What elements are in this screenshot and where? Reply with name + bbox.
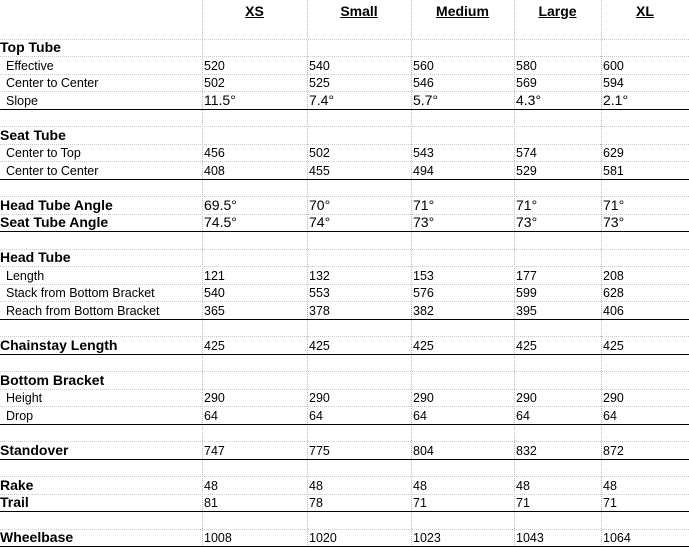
value-cell: 78: [309, 496, 323, 510]
column-header: [411, 0, 514, 22]
value-cell: 64: [603, 408, 617, 423]
value-cell: 560: [413, 58, 434, 73]
value-cell: 395: [516, 303, 537, 318]
value-cell: 1023: [413, 531, 441, 545]
value-cell: 804: [413, 443, 434, 458]
value-cell: 569: [516, 76, 537, 90]
value-cell: 121: [204, 268, 225, 283]
section-label: Bottom Bracket: [0, 372, 105, 388]
row-label: Length: [6, 268, 45, 283]
column-header-label: Medium: [436, 3, 489, 19]
table-row: [0, 477, 689, 495]
table-row: [0, 407, 689, 425]
table-row: [0, 145, 689, 163]
value-cell: 74.5°: [204, 214, 237, 230]
column-header-label: XS: [245, 3, 264, 19]
spacer-row: [0, 425, 689, 443]
value-cell: 71: [603, 496, 617, 510]
column-header: [202, 0, 307, 22]
value-cell: 290: [413, 391, 434, 405]
value-cell: 290: [204, 391, 225, 405]
value-cell: 208: [603, 268, 624, 283]
value-cell: 71: [516, 496, 530, 510]
spacer-row: [0, 22, 689, 40]
value-cell: 576: [413, 286, 434, 300]
value-cell: 73°: [603, 214, 625, 230]
column-header-label: XL: [636, 3, 654, 19]
column-header: [514, 0, 601, 22]
table-row: [0, 372, 689, 390]
section-label: Head Tube Angle: [0, 197, 113, 213]
value-cell: 872: [603, 443, 624, 458]
column-header-label: Large: [538, 3, 577, 19]
table-row: [0, 495, 689, 513]
row-label: Center to Center: [6, 76, 99, 90]
value-cell: 1064: [603, 531, 631, 545]
value-cell: 73°: [413, 214, 435, 230]
value-cell: 378: [309, 303, 330, 318]
value-cell: 425: [516, 338, 537, 353]
value-cell: 48: [516, 478, 530, 493]
value-cell: 132: [309, 268, 330, 283]
value-cell: 529: [516, 163, 537, 178]
table-row: [0, 250, 689, 268]
value-cell: 546: [413, 76, 434, 90]
column-header: [601, 0, 689, 22]
value-cell: 153: [413, 268, 434, 283]
value-cell: 74°: [309, 214, 331, 230]
row-label: Slope: [6, 93, 38, 108]
column-header: [307, 0, 411, 22]
value-cell: 600: [603, 58, 624, 73]
spacer-row: [0, 460, 689, 478]
value-cell: 574: [516, 146, 537, 160]
section-label: Standover: [0, 442, 69, 458]
table-row: [0, 442, 689, 460]
value-cell: 594: [603, 76, 624, 90]
section-label: Wheelbase: [0, 529, 74, 545]
value-cell: 73°: [516, 214, 538, 230]
table-row: [0, 215, 689, 233]
spacer-row: [0, 232, 689, 250]
value-cell: 382: [413, 303, 434, 318]
table-row: [0, 197, 689, 215]
value-cell: 5.7°: [413, 92, 439, 108]
section-label: Trail: [0, 494, 29, 510]
spacer-row: [0, 355, 689, 373]
value-cell: 365: [204, 303, 225, 318]
spacer-row: [0, 180, 689, 198]
table-row: [0, 530, 689, 547]
value-cell: 48: [603, 478, 617, 493]
value-cell: 543: [413, 146, 434, 160]
value-cell: 290: [309, 391, 330, 405]
row-label: Effective: [6, 58, 54, 73]
value-cell: 4.3°: [516, 92, 542, 108]
value-cell: 64: [516, 408, 530, 423]
spacer-row: [0, 110, 689, 128]
row-label: Reach from Bottom Bracket: [6, 303, 160, 318]
value-cell: 64: [413, 408, 427, 423]
value-cell: 11.5°: [204, 92, 236, 108]
value-cell: 425: [413, 338, 434, 353]
value-cell: 553: [309, 286, 330, 300]
value-cell: 425: [204, 338, 225, 353]
value-cell: 581: [603, 163, 624, 178]
value-cell: 425: [603, 338, 624, 353]
value-cell: 502: [309, 146, 330, 160]
table-row: [0, 337, 689, 355]
value-cell: 71: [413, 496, 427, 510]
value-cell: 71°: [516, 197, 538, 213]
table-row: [0, 285, 689, 303]
value-cell: 64: [309, 408, 323, 423]
value-cell: 64: [204, 408, 218, 423]
value-cell: 540: [309, 58, 330, 73]
value-cell: 599: [516, 286, 537, 300]
section-label: Chainstay Length: [0, 337, 118, 353]
value-cell: 7.4°: [309, 92, 335, 108]
value-cell: 48: [204, 478, 218, 493]
value-cell: 2.1°: [603, 92, 629, 108]
row-label: Stack from Bottom Bracket: [6, 286, 155, 300]
table-row: [0, 267, 689, 285]
value-cell: 406: [603, 303, 624, 318]
value-cell: 69.5°: [204, 197, 237, 213]
section-label: Head Tube: [0, 249, 71, 265]
row-label: Center to Top: [6, 146, 81, 160]
value-cell: 71°: [413, 197, 435, 213]
spacer-row: [0, 512, 689, 530]
section-label: Seat Tube Angle: [0, 214, 109, 230]
value-cell: 1008: [204, 531, 232, 545]
row-label: Drop: [6, 408, 34, 423]
value-cell: 177: [516, 268, 537, 283]
value-cell: 1020: [309, 531, 337, 545]
table-row: [0, 75, 689, 93]
value-cell: 747: [204, 443, 225, 458]
column-header-label: Small: [340, 3, 378, 19]
value-cell: 71°: [603, 197, 625, 213]
value-cell: 408: [204, 163, 225, 178]
value-cell: 48: [413, 478, 427, 493]
value-cell: 629: [603, 146, 624, 160]
value-cell: 81: [204, 496, 218, 510]
value-cell: 425: [309, 338, 330, 353]
value-cell: 70°: [309, 197, 331, 213]
row-label: Center to Center: [6, 163, 99, 178]
value-cell: 628: [603, 286, 624, 300]
value-cell: 494: [413, 163, 434, 178]
value-cell: 290: [516, 391, 537, 405]
value-cell: 1043: [516, 531, 544, 545]
section-label: Seat Tube: [0, 127, 66, 143]
table-row: [0, 302, 689, 320]
row-label: Height: [6, 391, 43, 405]
spacer-row: [0, 320, 689, 338]
value-cell: 520: [204, 58, 225, 73]
table-row: [0, 127, 689, 145]
section-label: Top Tube: [0, 39, 61, 55]
value-cell: 525: [309, 76, 330, 90]
value-cell: 290: [603, 391, 624, 405]
value-cell: 502: [204, 76, 225, 90]
section-label: Rake: [0, 477, 34, 493]
table-row: [0, 390, 689, 408]
value-cell: 832: [516, 443, 537, 458]
value-cell: 540: [204, 286, 225, 300]
value-cell: 775: [309, 443, 330, 458]
table-row: [0, 162, 689, 180]
table-row: [0, 92, 689, 110]
value-cell: 48: [309, 478, 323, 493]
value-cell: 580: [516, 58, 537, 73]
table-row: [0, 40, 689, 58]
value-cell: 456: [204, 146, 225, 160]
table-row: [0, 57, 689, 75]
value-cell: 455: [309, 163, 330, 178]
